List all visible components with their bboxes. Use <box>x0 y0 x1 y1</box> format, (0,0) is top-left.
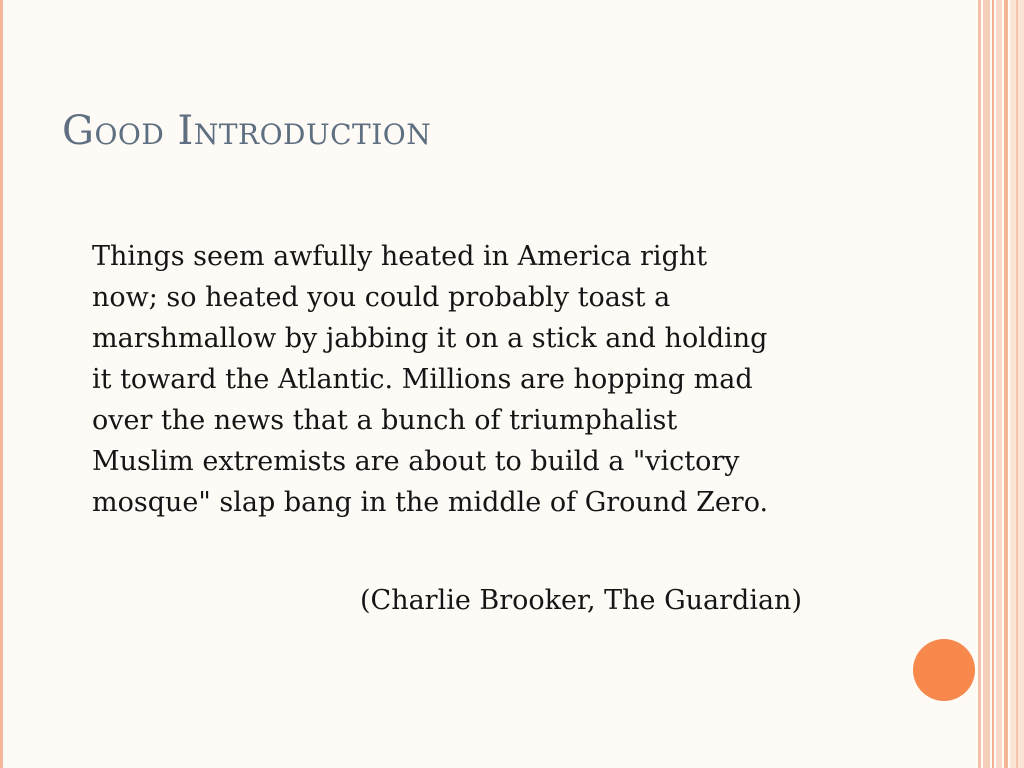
right-border-stripe <box>996 0 1002 768</box>
decorative-circle <box>913 639 975 701</box>
quote-line: it toward the Atlantic. Millions are hopping mad <box>92 364 753 395</box>
quote-line: over the news that a bunch of triumphalist <box>92 405 678 436</box>
quote-line: Muslim extremists are about to build a "victory <box>92 446 740 477</box>
quote-line: mosque" slap bang in the middle of Ground Zero. <box>92 487 769 518</box>
quote-line: Things seem awfully heated in America right <box>92 241 708 272</box>
right-border-stripe <box>983 0 990 768</box>
right-border-stripe <box>978 0 981 768</box>
slide-title: Good Introduction <box>62 108 432 154</box>
right-border-stripe <box>1016 0 1018 768</box>
quote-attribution: (Charlie Brooker, The Guardian) <box>360 585 802 616</box>
quote-line: marshmallow by jabbing it on a stick and holding <box>92 323 768 354</box>
right-border-stripe <box>992 0 994 768</box>
right-border-stripe <box>1004 0 1008 768</box>
quote-body <box>92 236 892 523</box>
quote-line: now; so heated you could probably toast a <box>92 282 671 313</box>
left-border-line <box>0 0 3 768</box>
